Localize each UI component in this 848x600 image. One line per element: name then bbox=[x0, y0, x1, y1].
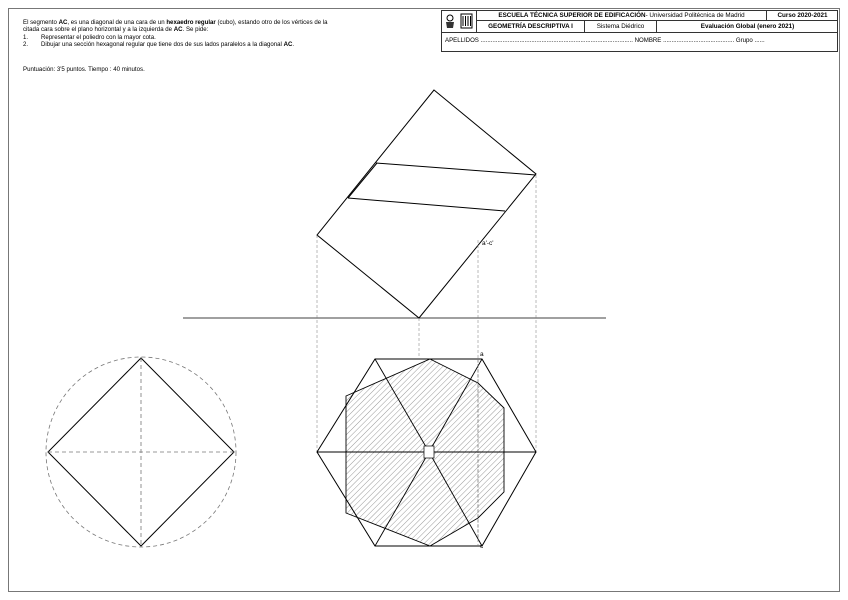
left-plan-figure bbox=[46, 357, 236, 547]
student-fields: APELLIDOS .......................................................................................... NOMBRE .......................................... Grupo ...... bbox=[445, 37, 765, 44]
system-name: Sistema Diédrico bbox=[585, 21, 657, 33]
subject-name: GEOMETRÍA DESCRIPTIVA I bbox=[477, 21, 585, 33]
course-year: Curso 2020-2021 bbox=[767, 10, 838, 21]
elevation-section-line-b bbox=[348, 198, 505, 211]
school-title: ESCUELA TÉCNICA SUPERIOR DE EDIFICACIÓN - Universidad Politécnica de Madrid bbox=[477, 10, 767, 21]
statement-line-2: citada cara sobre el plano horizontal y a la izquierda de AC. Se pide: bbox=[23, 26, 209, 34]
elevation-section-line-upper bbox=[348, 163, 377, 198]
statement-item-2: 2. Dibujar una sección hexagonal regular que tiene dos de sus lados paralelos a la diagonal AC. bbox=[23, 40, 295, 48]
elevation-view bbox=[183, 90, 606, 318]
score-time: Puntuación: 3'5 puntos. Tiempo : 40 minutos. bbox=[23, 66, 145, 73]
label-c-plan: c bbox=[480, 543, 484, 550]
elevation-section-line-a bbox=[376, 163, 536, 175]
statement-line-1: El segmento AC, es una diagonal de una cara de un hexaedro regular (cubo), estando otro de los vértices de la bbox=[23, 19, 328, 26]
exam-name: Evaluación Global (enero 2021) bbox=[657, 21, 838, 33]
label-a-plan: a bbox=[480, 351, 484, 358]
right-plan-figure bbox=[317, 359, 536, 546]
center-marker bbox=[424, 446, 434, 458]
statement-item-1: 1. Representar el poliedro con la mayor cota. bbox=[23, 33, 156, 41]
label-ac-elevation: a'-c' bbox=[482, 240, 494, 247]
